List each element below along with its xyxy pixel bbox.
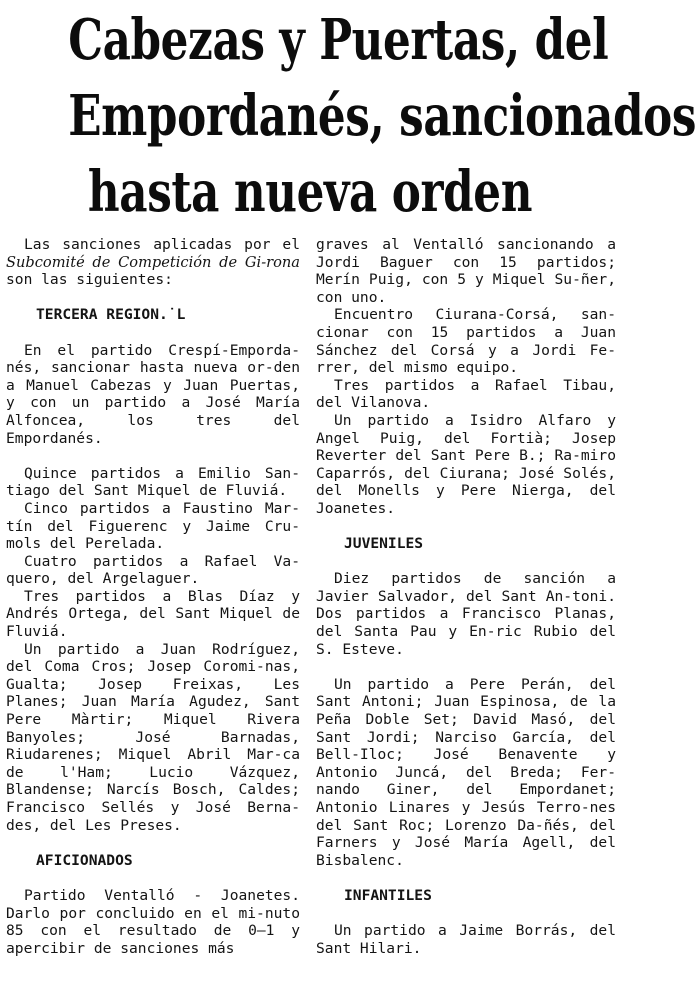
paragraph-tercera-6: Un partido a Juan Rodríguez, del Coma Cros; Josep Coromi-nas, Gualta; Josep Freixas, Les Planes; Juan María Agudez, Sant Pere Màrtir; Miquel Rivera Banyoles; José Barnadas, Riudarenes; Miquel Abril Mar-ca de l'Ham; Lucio Vázquez, Blandense; Narcís Bosch, Caldes; Francisco Sellés y José Berna-des, del Les Preses. <box>6 640 300 834</box>
paragraph-tercera-3: Cinco partidos a Faustino Mar-tín del Figuerenc y Jaime Cru-mols del Perelada. <box>6 499 300 553</box>
paragraph-juveniles-2: Un partido a Pere Perán, del Sant Antoni; Juan Espinosa, de la Peña Doble Set; David Masó, del Sant Jordi; Narciso García, del Bell-Iloc; José Benavente y Antonio Juncá, del Breda; Fer-nando Giner, del Empordanet; Antonio Linares y Jesús Terro-nes del Sant Roc; Lorenzo Da-ñés, del Farners y José María Agell, del Bisbalenc. <box>316 675 616 869</box>
headline-line-2: Empordanés, sancionados <box>68 83 696 149</box>
section-heading-tercera-regional: TERCERA REGION.˙L <box>36 306 186 324</box>
intro-committee-name: Subcomité de Competición de Gi-rona <box>6 253 300 271</box>
intro-paragraph <box>6 236 300 289</box>
paragraph-juveniles-1: Diez partidos de sanción a Javier Salvador, del Sant An-toni. Dos partidos a Francisco Planas, del Santa Pau y En-ric Rubio del S. Esteve. <box>316 570 616 658</box>
paragraph-tercera-2: Quince partidos a Emilio San-tiago del Sant Miquel de Fluviá. <box>6 464 300 500</box>
right-column <box>316 236 616 957</box>
section-heading-juveniles: JUVENILES <box>344 535 424 553</box>
paragraph-aficionados-continued: graves al Ventalló sancionando a Jordi Baguer con 15 partidos; Merín Puig, con 5 y Miquel Su-ñer, con uno. <box>316 236 616 306</box>
intro-text-start: Las sanciones aplicadas por el <box>24 236 300 253</box>
intro-text-end: son las siguientes: <box>6 271 173 289</box>
paragraph-aficionados-2: Encuentro Ciurana-Corsá, san-cionar con 15 partidos a Juan Sánchez del Corsá y a Jordi Fe-rrer, del mismo equipo. <box>316 306 616 377</box>
paragraph-tercera-5: Tres partidos a Blas Díaz y Andrés Ortega, del Sant Miquel de Fluviá. <box>6 587 300 641</box>
headline-line-1: Cabezas y Puertas, del <box>68 7 609 73</box>
section-heading-infantiles: INFANTILES <box>344 886 432 904</box>
paragraph-aficionados-3: Tres partidos a Rafael Tibau, del Vilanova. <box>316 376 616 412</box>
paragraph-aficionados-1: Partido Ventalló - Joanetes. Darlo por concluido en el mi-nuto 85 con el resultado de 0—1 y apercibir de sanciones más <box>6 886 300 957</box>
paragraph-tercera-1: En el partido Crespí-Emporda-nés, sancionar hasta nueva or-den a Manuel Cabezas y Juan Puertas, y con un partido a José María Alfoncea, los tres del Empordanés. <box>6 341 300 447</box>
section-heading-aficionados: AFICIONADOS <box>36 851 133 869</box>
paragraph-aficionados-4: Un partido a Isidro Alfaro y Angel Puig, del Fortià; Josep Reverter del Sant Pere B.; Ra-miro Caparrós, del Ciurana; José Solés, del Monells y Pere Nierga, del Joanetes. <box>316 411 616 517</box>
left-column <box>6 236 300 957</box>
paragraph-tercera-4: Cuatro partidos a Rafael Va-quero, del Argelaguer. <box>6 552 300 588</box>
headline <box>0 2 696 230</box>
headline-line-3: hasta nueva orden <box>87 159 533 225</box>
paragraph-infantiles-1: Un partido a Jaime Borrás, del Sant Hilari. <box>316 922 616 957</box>
